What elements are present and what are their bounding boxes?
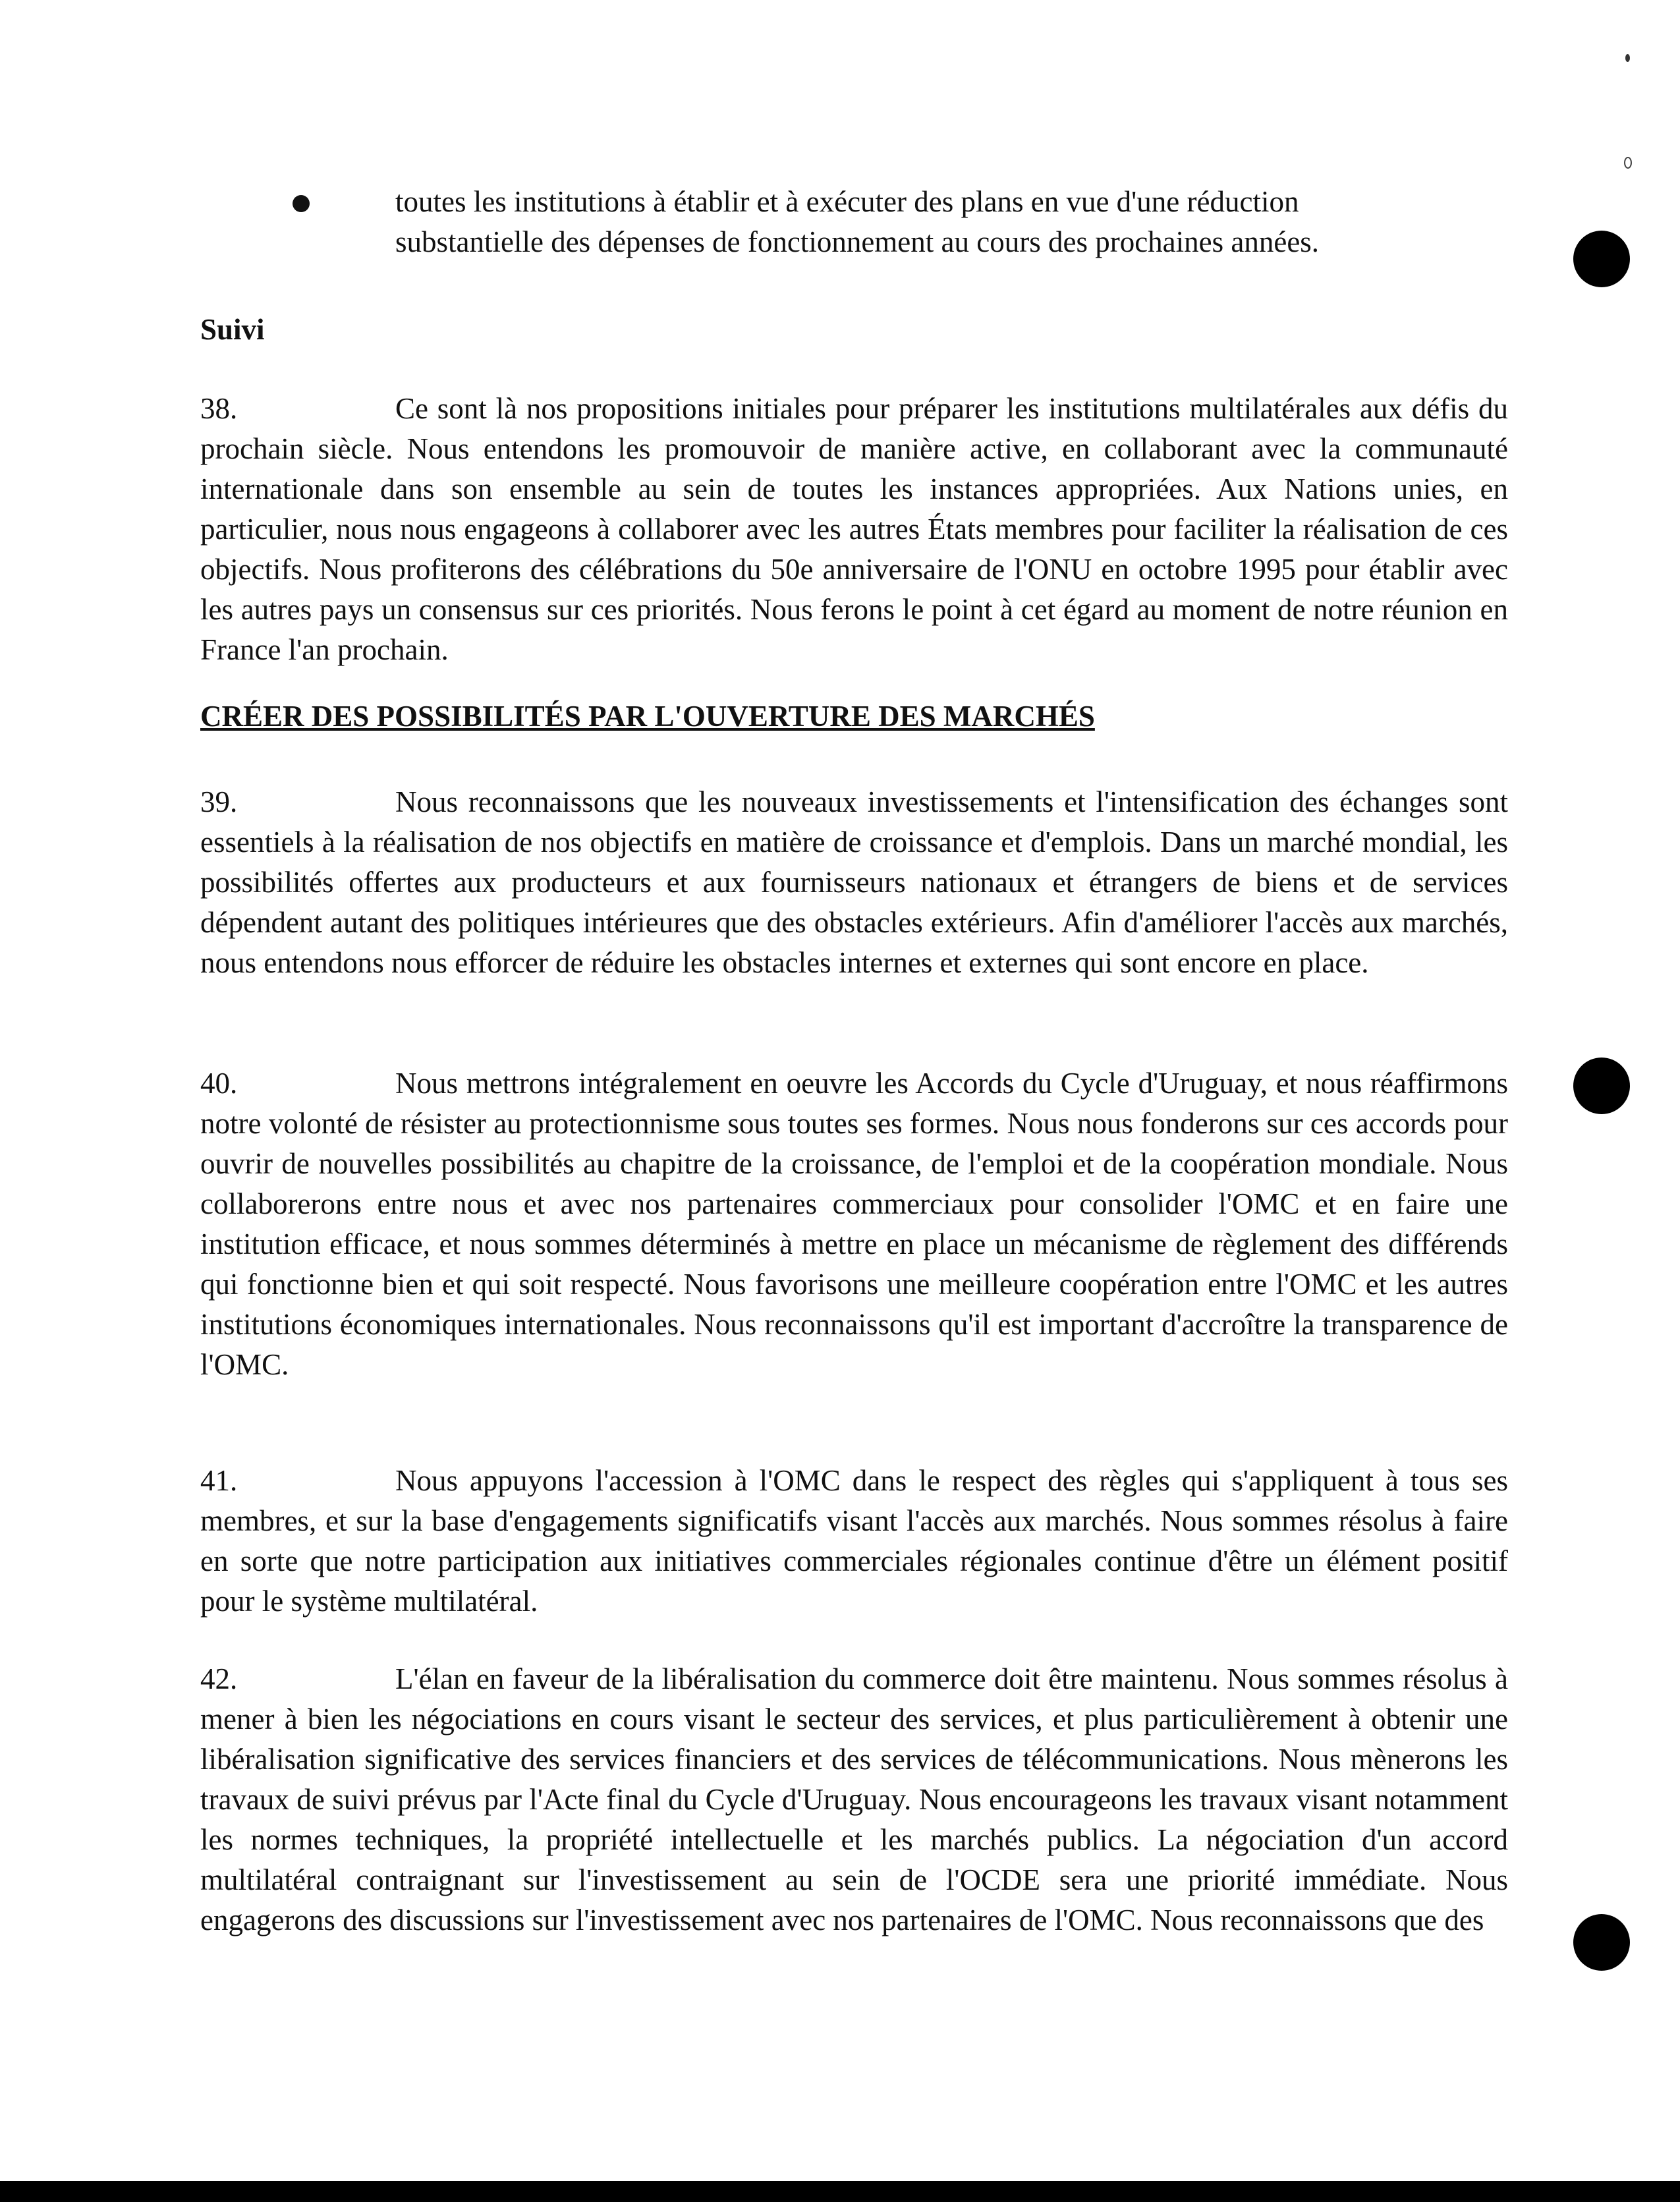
paragraph-text: Nous reconnaissons que les nouveaux investissements et l'intensification des échanges sont essentiels à la réalisation de nos objectifs en matière de croissance et d'emplois. Dans un marché mondial, les possibilités offertes aux producteurs et aux fournisseurs nationaux et étrangers de biens et de services dépendent autant des politiques intérieures que des obstacles extérieurs. Afin d'améliorer l'accès aux marchés, nous entendons nous efforcer de réduire les obstacles internes et externes qui sont encore en place. <box>200 785 1508 979</box>
bullet-point-icon <box>293 195 310 212</box>
scan-speck <box>1624 157 1632 169</box>
paragraph-39 <box>200 782 1508 983</box>
paragraph-40 <box>200 1063 1508 1385</box>
paragraph-text: Nous mettrons intégralement en oeuvre les Accords du Cycle d'Uruguay, et nous réaffirmons notre volonté de résister au protectionnisme sous toutes ses formes. Nous nous fonderons sur ces accords pour ouvrir de nouvelles possibilités au chapitre de la croissance, de l'emploi et de la coopération mondiale. Nous collaborerons entre nous et avec nos partenaires commerciaux pour consolider l'OMC et en faire une institution efficace, et nous sommes déterminés à mettre en place un mécanisme de règlement des différends qui fonctionne bien et qui soit respecté. Nous favorisons une meilleure coopération entre l'OMC et les autres institutions économiques internationales. Nous reconnaissons qu'il est important d'accroître la transparence de l'OMC. <box>200 1067 1508 1381</box>
binder-hole <box>1573 1058 1630 1114</box>
paragraph-number: 41. <box>200 1464 238 1497</box>
paragraph-number: 39. <box>200 785 238 818</box>
paragraph-text: Nous appuyons l'accession à l'OMC dans le respect des règles qui s'appliquent à tous ses membres, et sur la base d'engagements significatifs visant l'accès aux marchés. Nous sommes résolus à faire en sorte que notre participation aux initiatives commerciales régionales continue d'être un élément positif pour le système multilatéral. <box>200 1464 1508 1618</box>
binder-hole <box>1573 1914 1630 1971</box>
paragraph-text: Ce sont là nos propositions initiales pour préparer les institutions multilatérales aux défis du prochain siècle. Nous entendons les promouvoir de manière active, en collaborant avec la communauté internationale dans son ensemble au sein de toutes les instances appropriées. Aux Nations unies, en particulier, nous nous engageons à collaborer avec les autres États membres pour faciliter la réalisation de ces objectifs. Nous profiterons des célébrations du 50e anniversaire de l'ONU en octobre 1995 pour établir avec les autres pays un consensus sur ces priorités. Nous ferons le point à cet égard au moment de notre réunion en France l'an prochain. <box>200 392 1508 666</box>
binder-hole <box>1573 231 1630 287</box>
bullet-line: substantielle des dépenses de fonctionnement au cours des prochaines années. <box>395 225 1320 258</box>
scan-speck <box>1625 54 1630 62</box>
subheading-suivi: Suivi <box>200 313 265 346</box>
paragraph-number: 38. <box>200 392 238 425</box>
scan-bottom-edge <box>0 2181 1680 2202</box>
paragraph-38 <box>200 389 1508 670</box>
paragraph-number: 40. <box>200 1067 238 1100</box>
paragraph-text: L'élan en faveur de la libéralisation du commerce doit être maintenu. Nous sommes résolus à mener à bien les négociations en cours visant le secteur des services, et plus particulièrement à obtenir une libéralisation significative des services financiers et des services de télécommunications. Nous mènerons les travaux de suivi prévus par l'Acte final du Cycle d'Uruguay. Nous encourageons les travaux visant notamment les normes techniques, la propriété intellectuelle et les marchés publics. La négociation d'un accord multilatéral contraignant sur l'investissement au sein de l'OCDE sera une priorité immédiate. Nous engagerons des discussions sur l'investissement avec nos partenaires de l'OMC. Nous reconnaissons que des <box>200 1662 1508 1936</box>
section-heading: CRÉER DES POSSIBILITÉS PAR L'OUVERTURE DES MARCHÉS <box>200 700 1095 733</box>
paragraph-number: 42. <box>200 1662 238 1695</box>
bullet-item <box>395 182 1489 262</box>
paragraph-41 <box>200 1461 1508 1622</box>
paragraph-42 <box>200 1659 1508 1940</box>
bullet-line: toutes les institutions à établir et à exécuter des plans en vue d'une réduction <box>395 185 1299 218</box>
